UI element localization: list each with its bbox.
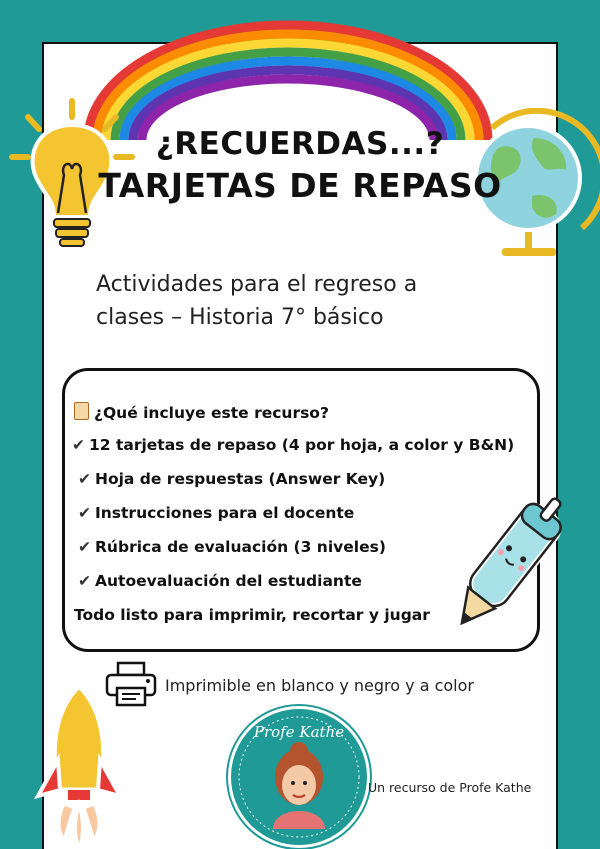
includes-heading: ¿Qué incluye este recurso? xyxy=(74,402,329,422)
profe-kathe-logo xyxy=(228,706,370,848)
checkmark-icon: ✔ xyxy=(78,470,91,488)
includes-item: ✔ Rúbrica de evaluación (3 niveles) xyxy=(78,538,386,556)
subtitle-line-2: clases – Historia 7° básico xyxy=(96,305,384,330)
checkmark-icon: ✔ xyxy=(78,538,91,556)
credit-text: Un recurso de Profe Kathe xyxy=(368,780,532,795)
includes-footer: Todo listo para imprimir, recortar y jugar xyxy=(74,606,430,624)
includes-item: ✔ Autoevaluación del estudiante xyxy=(78,572,362,590)
checkmark-icon: ✔ xyxy=(78,504,91,522)
includes-item: ✔ Instrucciones para el docente xyxy=(78,504,355,522)
logo-text: Profe Kathe xyxy=(253,723,345,741)
rocket-icon xyxy=(24,680,134,849)
clipboard-icon xyxy=(74,402,89,420)
subtitle-line-1: Actividades para el regreso a xyxy=(96,272,418,297)
includes-item: ✔ 12 tarjetas de repaso (4 por hoja, a color y B&N) xyxy=(72,436,515,454)
title-line-2: TARJETAS DE REPASO xyxy=(98,166,502,205)
pen-icon xyxy=(440,488,570,648)
includes-item: ✔ Hoja de respuestas (Answer Key) xyxy=(78,470,386,488)
title-line-1: ¿RECUERDAS...? xyxy=(155,126,445,162)
checkmark-icon: ✔ xyxy=(72,436,85,454)
checkmark-icon: ✔ xyxy=(78,572,91,590)
subtitle xyxy=(96,268,516,334)
printing-note: Imprimible en blanco y negro y a color xyxy=(165,676,474,695)
